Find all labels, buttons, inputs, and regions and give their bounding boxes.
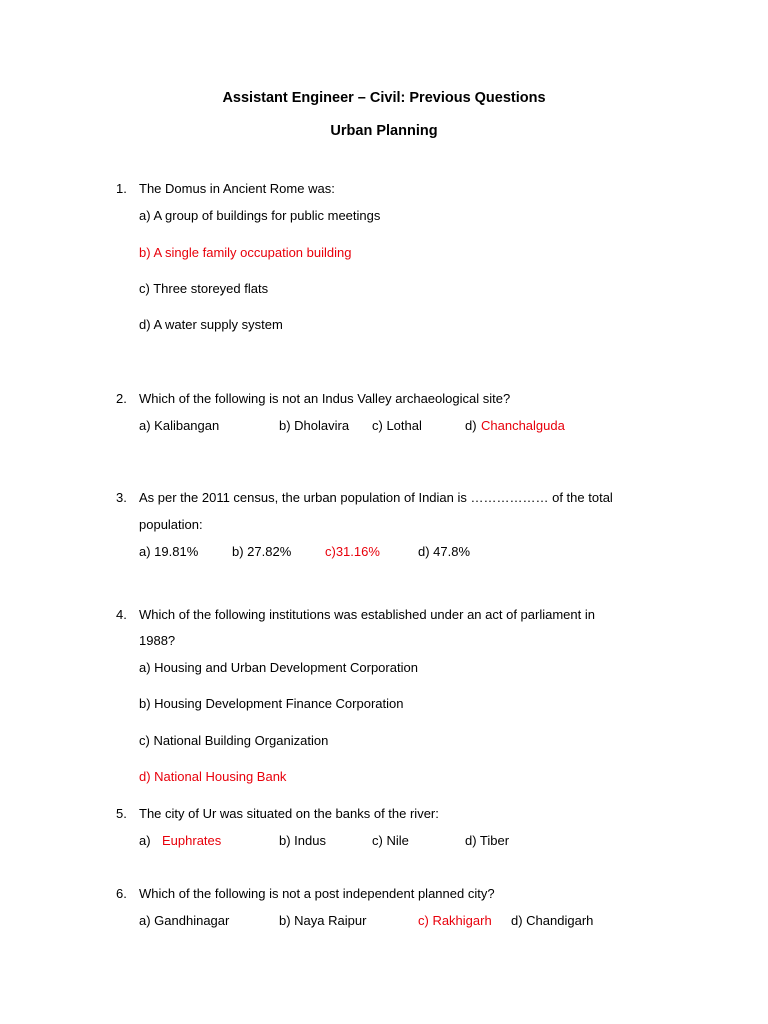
option-c: c) Nile bbox=[372, 833, 409, 848]
option-c-answer: c)31.16% bbox=[325, 544, 380, 559]
option-a-label: a) bbox=[139, 833, 151, 848]
option-b-answer: b) A single family occupation building bbox=[139, 245, 352, 260]
question-text: The city of Ur was situated on the banks of the river: bbox=[139, 806, 439, 821]
option-d-answer: Chanchalguda bbox=[481, 418, 565, 433]
option-c: c) Three storeyed flats bbox=[139, 281, 269, 296]
question-number: 5. bbox=[116, 806, 127, 821]
option-a: a) Kalibangan bbox=[139, 418, 220, 433]
question-text-line-1: As per the 2011 census, the urban population of Indian is ……………… of the total bbox=[139, 490, 613, 505]
question-text-line-1: Which of the following institutions was established under an act of parliament in bbox=[139, 607, 595, 622]
question-text-line-2: 1988? bbox=[139, 633, 176, 648]
question-number: 2. bbox=[116, 391, 127, 406]
question-number: 1. bbox=[116, 181, 127, 196]
option-a: a) A group of buildings for public meetings bbox=[139, 208, 381, 223]
option-c: c) Lothal bbox=[372, 418, 422, 433]
option-d-label: d) bbox=[465, 418, 477, 433]
question-text: Which of the following is not an Indus Valley archaeological site? bbox=[139, 391, 511, 406]
question-number: 4. bbox=[116, 607, 127, 622]
option-d: d) Tiber bbox=[465, 833, 510, 848]
option-b: b) 27.82% bbox=[232, 544, 292, 559]
question-number: 3. bbox=[116, 490, 127, 505]
option-d: d) Chandigarh bbox=[511, 913, 594, 928]
question-number: 6. bbox=[116, 886, 127, 901]
option-c: c) National Building Organization bbox=[139, 733, 329, 748]
option-a: a) Gandhinagar bbox=[139, 913, 230, 928]
question-text: The Domus in Ancient Rome was: bbox=[139, 181, 335, 196]
option-b: b) Dholavira bbox=[279, 418, 350, 433]
option-d: d) A water supply system bbox=[139, 317, 283, 332]
document-subtitle: Urban Planning bbox=[330, 123, 438, 139]
document-title: Assistant Engineer – Civil: Previous Questions bbox=[222, 90, 546, 106]
option-d: d) 47.8% bbox=[418, 544, 471, 559]
question-text: Which of the following is not a post independent planned city? bbox=[139, 886, 495, 901]
option-c-answer: c) Rakhigarh bbox=[418, 913, 492, 928]
option-a: a) Housing and Urban Development Corporation bbox=[139, 660, 418, 675]
option-b: b) Indus bbox=[279, 833, 326, 848]
option-a-answer: Euphrates bbox=[162, 833, 222, 848]
question-text-line-2: population: bbox=[139, 517, 203, 532]
option-b: b) Naya Raipur bbox=[279, 913, 367, 928]
option-d-answer: d) National Housing Bank bbox=[139, 769, 287, 784]
option-a: a) 19.81% bbox=[139, 544, 199, 559]
option-b: b) Housing Development Finance Corporation bbox=[139, 696, 404, 711]
